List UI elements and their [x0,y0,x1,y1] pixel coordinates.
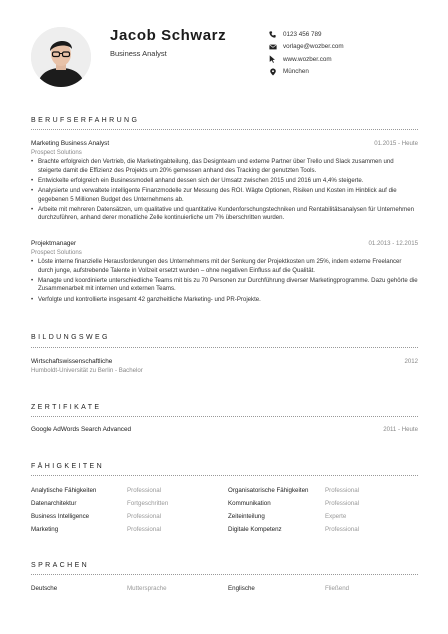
job-title: Projektmanager [31,240,77,247]
section-divider [31,129,418,130]
section-title-certificates: ZERTIFIKATE [31,404,102,411]
section-title-skills: FÄHIGKEITEN [31,463,105,470]
skill-level: Professional [325,526,360,533]
contact-text: www.wozber.com [283,55,332,63]
list-item: • Arbeite mit mehreren Datensätzen, um qualitative und quantitative Kundenforschungstechniken und Rentabilitätsanalysen für Unternehmen durchzuführen, anhand derer monatliche Zelle kontinuierliche um 7% überschritten wurden. [31,206,418,223]
language-level: Muttersprache [127,585,167,592]
contact-website[interactable] [268,53,344,66]
education-date: 2012 [404,358,418,365]
section-divider [31,416,418,417]
education-title: Wirtschaftswissenschaftliche [31,358,113,365]
list-item: • Entwickelte erfolgreich ein Businessmodell anhand dessen sich der Umsatz zwischen 2015 und 2016 um 4,4% steigerte. [31,177,418,186]
skill-name: Marketing [31,526,59,533]
skill-level: Professional [127,487,162,494]
skill-name: Kommunikation [228,500,271,507]
section-divider [31,574,418,575]
skill-name: Datenarchitektur [31,500,77,507]
language-name: Englische [228,585,255,592]
list-item: • Managte und koordinierte unterschiedliche Teams mit bis zu 70 Personen zur Durchführung diverser Marketingprogramme. Dazu gehörte die Zusammenarbeit mit internen und externen Teams. [31,277,418,294]
contact-text: München [283,68,309,76]
skill-name: Organisatorische Fähigkeiten [228,487,309,494]
cursor-icon [268,55,277,64]
education-school: Humboldt-Universität zu Berlin - Bachelor [31,367,143,374]
skill-level: Professional [325,500,360,507]
job-bullet-list [31,258,418,306]
candidate-role: Business Analyst [110,49,167,58]
list-item: • Verfolgte und kontrollierte insgesamt 42 ganzheitliche Marketing- und PR-Projekte. [31,296,418,305]
skill-name: Zeiteinteilung [228,513,265,520]
job-date: 01.2015 - Heute [374,140,418,147]
contact-list [268,28,344,78]
list-item: • Brachte erfolgreich den Vertrieb, die Marketingabteilung, das Designteam und externe Partner über Trello und Slack zusammen und steigerte damit die Effizienz des Projekts um 20% gemessen anhand des Tracking der genutzten Tools. [31,158,418,175]
certificate-title: Google AdWords Search Advanced [31,426,132,433]
list-item: • Analysierte und verwaltete intelligente Finanzmodelle zur Messung des ROI. Wägte Optionen, Risiken und Kosten im Hinblick auf die gegebenen 5 Millionen Budget des Unternehmens ab. [31,187,418,204]
contact-text: 0123 456 789 [283,30,322,38]
language-name: Deutsche [31,585,58,592]
skill-level: Fortgeschritten [127,500,169,507]
candidate-name: Jacob Schwarz [110,27,227,44]
section-title-experience: BERUFSERFAHRUNG [31,117,140,124]
section-divider [31,347,418,348]
location-pin-icon [268,67,277,76]
job-company: Prospect Solutions [31,249,82,256]
skill-level: Professional [127,513,162,520]
contact-email[interactable] [268,41,344,54]
list-item: • Löste interne finanzielle Herausforderungen des Unternehmens mit der Senkung der Projektkosten um 25%, indem externe Freelancer durch junge, aufstrebende Talente in Vollzeit ersetzt wurden – ohne negativen Einfluss auf die Qualität. [31,258,418,275]
contact-phone[interactable] [268,28,344,41]
skill-name: Business Intelligence [31,513,90,520]
certificate-date: 2011 - Heute [383,426,418,433]
job-title: Marketing Business Analyst [31,140,110,147]
section-title-education: BILDUNGSWEG [31,334,110,341]
mail-icon [268,42,277,51]
skill-level: Professional [325,487,360,494]
language-level: Fließend [325,585,350,592]
skill-name: Digitale Kompetenz [228,526,282,533]
profile-photo [31,27,91,87]
skill-level: Professional [127,526,162,533]
contact-text: vorlage@wozber.com [283,43,344,51]
phone-icon [268,30,277,39]
skill-level: Experte [325,513,347,520]
section-divider [31,475,418,476]
job-company: Prospect Solutions [31,149,82,156]
job-bullet-list [31,158,418,225]
skill-name: Analytische Fähigkeiten [31,487,97,494]
contact-location [268,66,344,79]
section-title-languages: SPRACHEN [31,562,90,569]
job-date: 01.2013 - 12.2015 [368,240,418,247]
